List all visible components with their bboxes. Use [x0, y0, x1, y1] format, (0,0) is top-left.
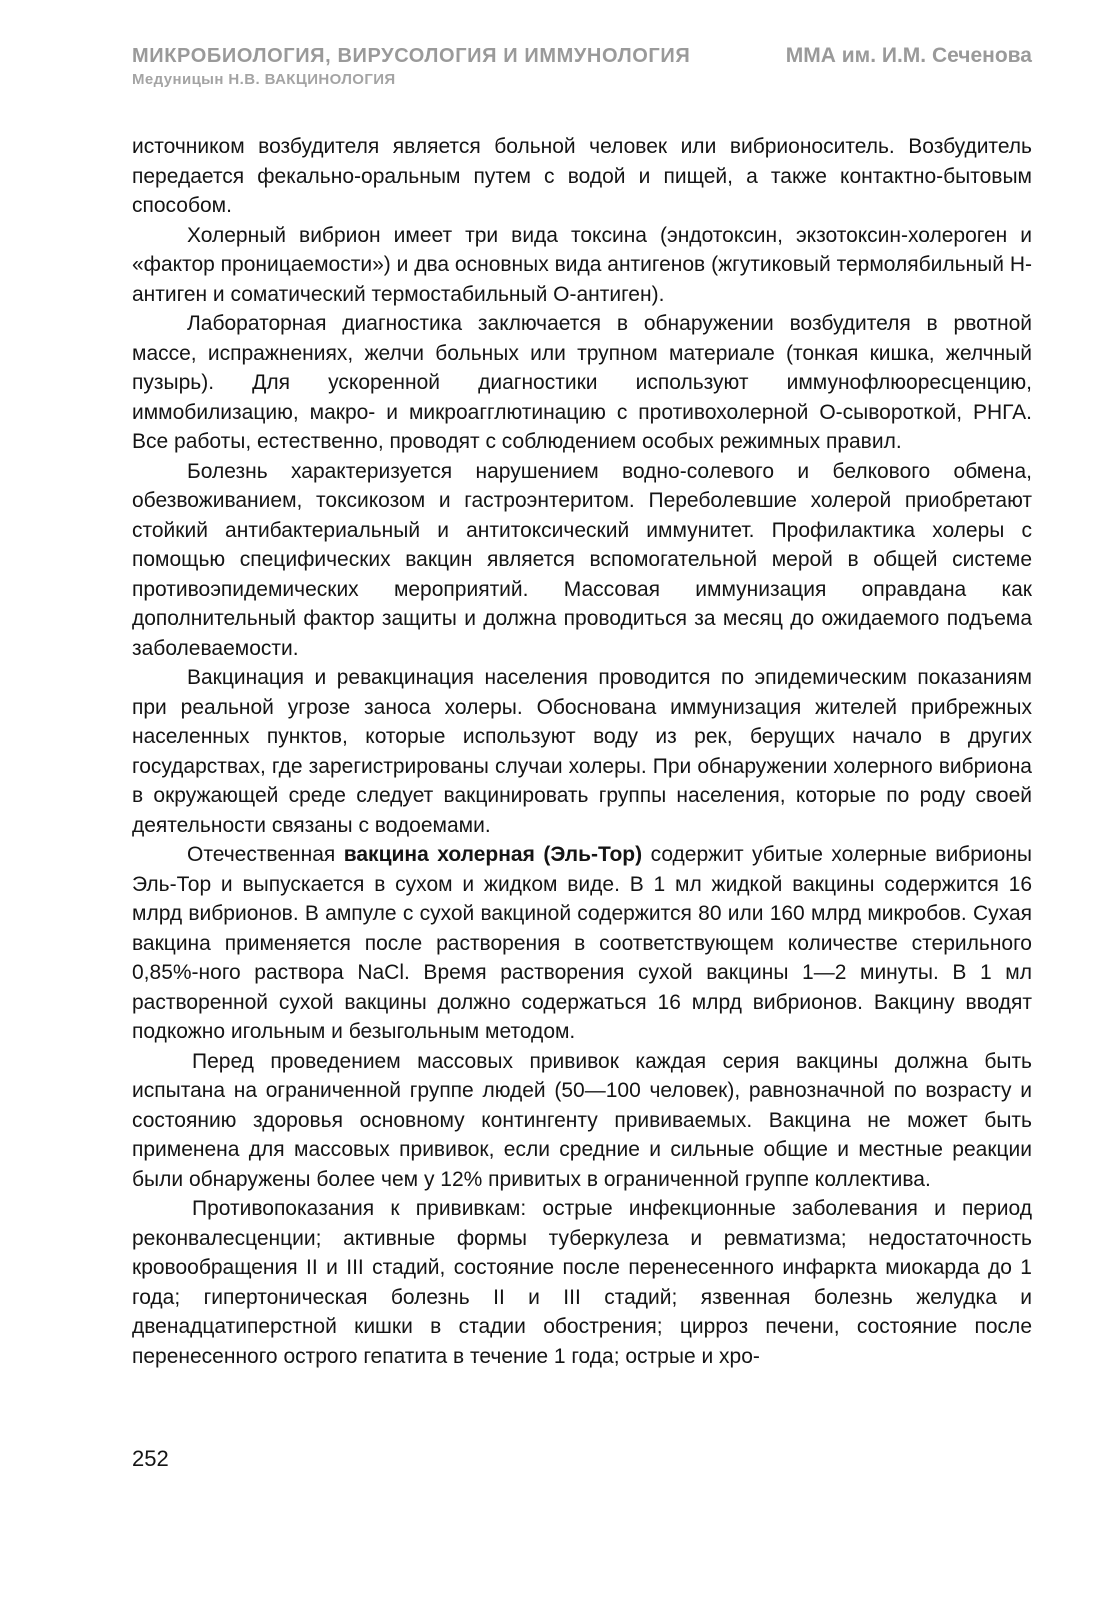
paragraph-5: Вакцинация и ревакцинация населения проводится по эпидемическим показаниям при реальной угрозе заноса холеры. Обоснована иммунизация жителей прибрежных населенных пунктов, которые используют воду из рек, берущих начало в других государствах, где зарегистрированы случаи холеры. При обнаружении холерного вибриона в окружающей среде следует вакцинировать группы населения, которые по роду своей деятельности связаны с водоемами. — [132, 666, 1032, 837]
series-title: МИКРОБИОЛОГИЯ, ВИРУСОЛОГИЯ И ИММУНОЛОГИЯ — [132, 45, 691, 67]
paragraph-3: Лабораторная диагностика заключается в обнаружении возбудителя в рвотной массе, испражнениях, желчи больных или трупном материале (тонкая кишка, желчный пузырь). Для ускоренной диагностики используют иммунофлюоресценцию, иммобилизацию, макро- и микроагглютинацию с противохолерной О-сывороткой, РНГА. Все работы, естественно, проводят с соблюдением особых режимных правил. — [132, 312, 1032, 453]
paragraph-1: источником возбудителя является больной человек или вибрионоситель. Возбудитель передается фекально-оральным путем с водой и пищей, а также контактно-бытовым способом. — [132, 135, 1032, 217]
page-number: 252 — [132, 1446, 169, 1471]
paragraph-6 — [132, 840, 1032, 1047]
paragraph-8: Противопоказания к прививкам: острые инфекционные заболевания и период реконвалесценции; активные формы туберкулеза и ревматизма; недостаточность кровообращения II и III стадий, состояние после перенесенного инфаркта миокарда до 1 года; гипертоническая болезнь II и III стадий; язвенная болезнь желудка и двенадцатиперстной кишки в стадии обострения; цирроз печени, состояние после перенесенного острого гепатита в течение 1 года; острые и хро- — [132, 1197, 1032, 1368]
institution-name: ММА им. И.М. Сеченова — [785, 44, 1032, 67]
paragraph-7: Перед проведением массовых прививок каждая серия вакцины должна быть испытана на ограниченной группе людей (50—100 человек), равнозначной по возрасту и состоянию здоровья основному контингенту прививаемых. Вакцина не может быть применена для массовых прививок, если средние и сильные общие и местные реакции были обнаружены более чем у 12% привитых в ограниченной группе коллектива. — [132, 1049, 1032, 1191]
running-header — [132, 44, 1032, 88]
paragraph-6-rest: содержит убитые холерные вибрионы Эль-Тор и выпускается в сухом и жидком виде. В 1 мл жидкой вакцины содержится 16 млрд вибрионов. В ампуле с сухой вакциной содержится 80 или 160 млрд микробов. Сухая вакцина применяется после растворения в соответствующем количестве стерильного 0,85%-ного раствора NaCl. Время растворения сухой вакцины 1—2 минуты. В 1 мл растворенной сухой вакцины должно содержаться 16 млрд вибрионов. Вакцину вводят подкожно игольным и безыгольным методом. — [132, 843, 1032, 1043]
paragraph-2: Холерный вибрион имеет три вида токсина (эндотоксин, экзотоксин-холероген и «фактор проницаемости») и два основных вида антигенов (жгутиковый термолябильный Н-антиген и соматический термостабильный О-антиген). — [132, 223, 1032, 306]
paragraph-4: Болезнь характеризуется нарушением водно-солевого и белкового обмена, обезвоживанием, токсикозом и гастроэнтеритом. Переболевшие холерой приобретают стойкий антибактериальный и антитоксический иммунитет. Профилактика холеры с помощью специфических вакцин является вспомогательной мерой в общей системе противоэпидемических мероприятий. Массовая иммунизация оправдана как дополнительный фактор защиты и должна проводиться за месяц до ожидаемого подъема заболеваемости. — [132, 459, 1032, 660]
body-text — [132, 132, 1032, 1371]
vaccine-name: вакцина холерная (Эль-Тор) — [343, 843, 643, 866]
paragraph-6-lead: Отечественная — [187, 843, 344, 866]
book-title: Медуницын Н.В. ВАКЦИНОЛОГИЯ — [132, 71, 396, 88]
